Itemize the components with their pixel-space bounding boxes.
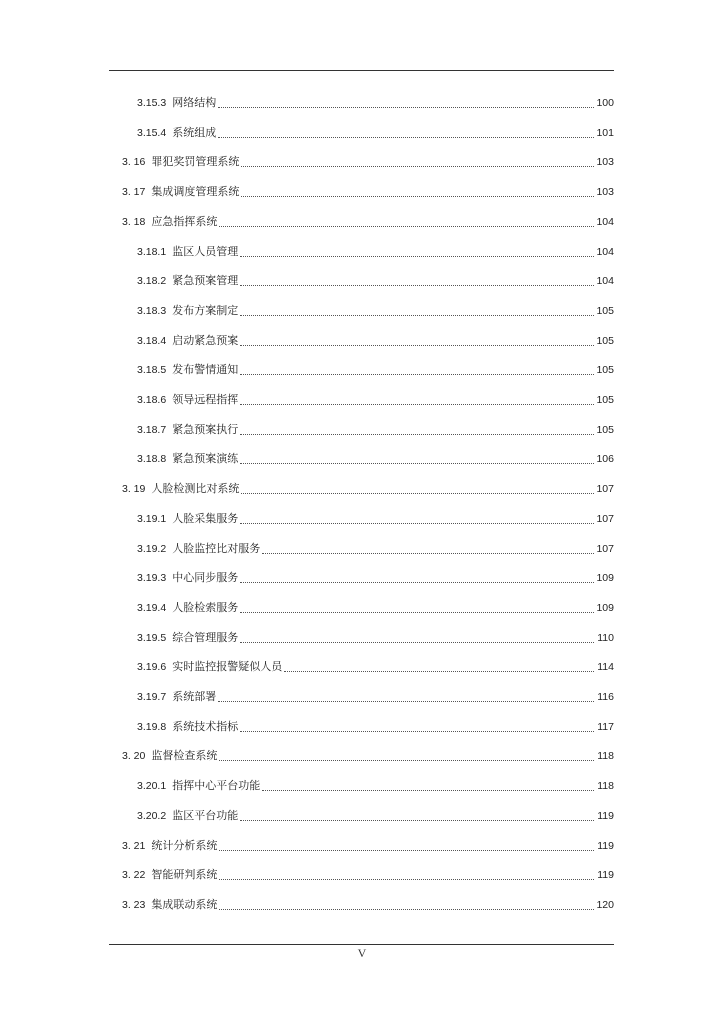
toc-entry-number: 3. 17 xyxy=(122,186,146,198)
toc-entry-title: 发布警情通知 xyxy=(172,363,239,376)
toc-dot-leader xyxy=(241,196,594,197)
toc-entry-page: 105 xyxy=(596,335,614,347)
toc-entry[interactable] xyxy=(137,239,614,265)
toc-dot-leader xyxy=(219,909,594,910)
toc-entry[interactable] xyxy=(137,536,614,562)
toc-entry-number: 3.19.1 xyxy=(137,513,167,525)
toc-entry-number: 3.19.5 xyxy=(137,632,167,644)
toc-entry-page: 119 xyxy=(597,840,614,852)
toc-entry[interactable] xyxy=(122,476,614,502)
toc-entry-page: 105 xyxy=(596,305,614,317)
toc-entry-page: 117 xyxy=(597,721,614,733)
toc-entry-title: 紧急预案管理 xyxy=(172,274,239,287)
toc-entry-page: 118 xyxy=(597,780,614,792)
toc-entry-page: 104 xyxy=(596,216,614,228)
toc-entry-title: 紧急预案执行 xyxy=(172,423,239,436)
toc-entry-number: 3. 20 xyxy=(122,750,146,762)
toc-entry-title: 集成联动系统 xyxy=(151,898,218,911)
toc-entry[interactable] xyxy=(137,506,614,532)
toc-entry-number: 3. 16 xyxy=(122,156,146,168)
toc-entry-title: 网络结构 xyxy=(172,96,217,109)
toc-dot-leader xyxy=(241,166,594,167)
toc-dot-leader xyxy=(240,582,594,583)
toc-entry[interactable] xyxy=(137,120,614,146)
toc-entry-number: 3.20.1 xyxy=(137,780,167,792)
toc-dot-leader xyxy=(218,137,594,138)
footer-rule xyxy=(109,944,614,945)
toc-entry-number: 3.19.7 xyxy=(137,691,167,703)
toc-entry-title: 人脸检索服务 xyxy=(172,601,239,614)
toc-entry[interactable] xyxy=(137,357,614,383)
toc-entry-page: 119 xyxy=(597,810,614,822)
toc-entry[interactable] xyxy=(137,328,614,354)
toc-entry[interactable] xyxy=(122,209,614,235)
toc-entry-title: 人脸采集服务 xyxy=(172,512,239,525)
toc-entry-title: 中心同步服务 xyxy=(172,571,239,584)
toc-entry-page: 109 xyxy=(596,602,614,614)
toc-entry-page: 120 xyxy=(596,899,614,911)
toc-entry-title: 统计分析系统 xyxy=(151,839,218,852)
toc-dot-leader xyxy=(240,285,594,286)
toc-entry-number: 3.18.7 xyxy=(137,424,167,436)
toc-entry-title: 系统技术指标 xyxy=(172,720,239,733)
toc-entry-title: 监区平台功能 xyxy=(172,809,239,822)
toc-entry-page: 101 xyxy=(596,127,614,139)
toc-entry[interactable] xyxy=(137,417,614,443)
toc-entry[interactable] xyxy=(137,565,614,591)
toc-entry-number: 3.18.2 xyxy=(137,275,167,287)
toc-entry-page: 116 xyxy=(597,691,614,703)
toc-entry-title: 紧急预案演练 xyxy=(172,452,239,465)
toc-entry-number: 3.20.2 xyxy=(137,810,167,822)
toc-entry[interactable] xyxy=(137,714,614,740)
toc-dot-leader xyxy=(240,463,594,464)
toc-entry-number: 3. 21 xyxy=(122,840,146,852)
toc-dot-leader xyxy=(219,850,594,851)
toc-entry[interactable] xyxy=(137,684,614,710)
toc-dot-leader xyxy=(284,671,594,672)
toc-entry-page: 105 xyxy=(596,394,614,406)
toc-entry[interactable] xyxy=(137,446,614,472)
toc-entry-title: 罪犯奖罚管理系统 xyxy=(151,155,240,168)
toc-dot-leader xyxy=(219,760,594,761)
toc-entry-number: 3. 22 xyxy=(122,869,146,881)
toc-entry-title: 监督检查系统 xyxy=(151,749,218,762)
toc-dot-leader xyxy=(262,553,594,554)
toc-entry-page: 104 xyxy=(596,275,614,287)
toc-entry[interactable] xyxy=(137,298,614,324)
toc-dot-leader xyxy=(240,404,594,405)
toc-entry-title: 指挥中心平台功能 xyxy=(172,779,261,792)
toc-entry-title: 发布方案制定 xyxy=(172,304,239,317)
toc-entry-number: 3.18.3 xyxy=(137,305,167,317)
toc-dot-leader xyxy=(240,345,594,346)
toc-entry[interactable] xyxy=(122,149,614,175)
toc-entry-page: 106 xyxy=(596,453,614,465)
toc-entry-title: 系统部署 xyxy=(172,690,217,703)
toc-dot-leader xyxy=(240,731,594,732)
toc-entry[interactable] xyxy=(137,803,614,829)
toc-entry-number: 3.18.5 xyxy=(137,364,167,376)
toc-entry[interactable] xyxy=(137,268,614,294)
toc-entry-number: 3. 23 xyxy=(122,899,146,911)
toc-entry-number: 3.19.2 xyxy=(137,543,167,555)
toc-entry-page: 105 xyxy=(596,364,614,376)
toc-entry-title: 综合管理服务 xyxy=(172,631,239,644)
toc-entry-title: 启动紧急预案 xyxy=(172,334,239,347)
toc-entry[interactable] xyxy=(137,654,614,680)
toc-entry-title: 应急指挥系统 xyxy=(151,215,218,228)
toc-entry[interactable] xyxy=(122,862,614,888)
toc-entry[interactable] xyxy=(122,892,614,918)
toc-entry-number: 3.19.4 xyxy=(137,602,167,614)
toc-dot-leader xyxy=(240,256,594,257)
toc-entry-title: 人脸监控比对服务 xyxy=(172,542,261,555)
toc-dot-leader xyxy=(240,374,594,375)
toc-dot-leader xyxy=(241,493,594,494)
toc-entry-number: 3.19.8 xyxy=(137,721,167,733)
toc-entry[interactable] xyxy=(137,387,614,413)
toc-entry-page: 105 xyxy=(596,424,614,436)
toc-dot-leader xyxy=(219,226,594,227)
toc-entry-page: 100 xyxy=(596,97,614,109)
toc-entry-number: 3.18.6 xyxy=(137,394,167,406)
toc-entry[interactable] xyxy=(137,625,614,651)
toc-entry[interactable] xyxy=(122,179,614,205)
toc-entry-number: 3.18.1 xyxy=(137,246,167,258)
toc-entry-number: 3.18.8 xyxy=(137,453,167,465)
toc-entry[interactable] xyxy=(122,743,614,769)
toc-entry-page: 109 xyxy=(596,572,614,584)
toc-entry-title: 智能研判系统 xyxy=(151,868,218,881)
toc-entry-page: 110 xyxy=(597,632,614,644)
toc-entry-page: 103 xyxy=(596,156,614,168)
toc-entry-page: 114 xyxy=(597,661,614,673)
toc-entry-page: 118 xyxy=(597,750,614,762)
toc-entry-page: 103 xyxy=(596,186,614,198)
toc-entry[interactable] xyxy=(122,833,614,859)
toc-dot-leader xyxy=(240,820,594,821)
toc-entry-title: 领导远程指挥 xyxy=(172,393,239,406)
toc-dot-leader xyxy=(218,701,594,702)
toc-entry-title: 监区人员管理 xyxy=(172,245,239,258)
toc-entry-title: 实时监控报警疑似人员 xyxy=(172,660,283,673)
toc-dot-leader xyxy=(240,523,594,524)
toc-entry[interactable] xyxy=(137,595,614,621)
toc-dot-leader xyxy=(240,612,594,613)
toc-entry-page: 104 xyxy=(596,246,614,258)
toc-dot-leader xyxy=(240,315,594,316)
toc-entry-number: 3.19.6 xyxy=(137,661,167,673)
toc-entry-page: 107 xyxy=(596,543,614,555)
toc-entry-page: 107 xyxy=(596,483,614,495)
toc-entry-number: 3. 18 xyxy=(122,216,146,228)
toc-entry-number: 3.18.4 xyxy=(137,335,167,347)
toc-entry-number: 3.15.4 xyxy=(137,127,167,139)
toc-entry-number: 3.15.3 xyxy=(137,97,167,109)
toc-entry[interactable] xyxy=(137,773,614,799)
toc-dot-leader xyxy=(240,434,594,435)
page-number: V xyxy=(357,946,367,960)
toc-entry-page: 107 xyxy=(596,513,614,525)
toc-dot-leader xyxy=(240,642,594,643)
toc-dot-leader xyxy=(262,790,594,791)
toc-entry-number: 3. 19 xyxy=(122,483,146,495)
toc-entry-title: 人脸检测比对系统 xyxy=(151,482,240,495)
toc-entry-page: 119 xyxy=(597,869,614,881)
toc-entry[interactable] xyxy=(137,90,614,116)
toc-entry-number: 3.19.3 xyxy=(137,572,167,584)
toc-entry-title: 系统组成 xyxy=(172,126,217,139)
toc-dot-leader xyxy=(219,879,594,880)
toc-entry-title: 集成调度管理系统 xyxy=(151,185,240,198)
header-rule xyxy=(109,70,614,71)
toc-dot-leader xyxy=(218,107,594,108)
